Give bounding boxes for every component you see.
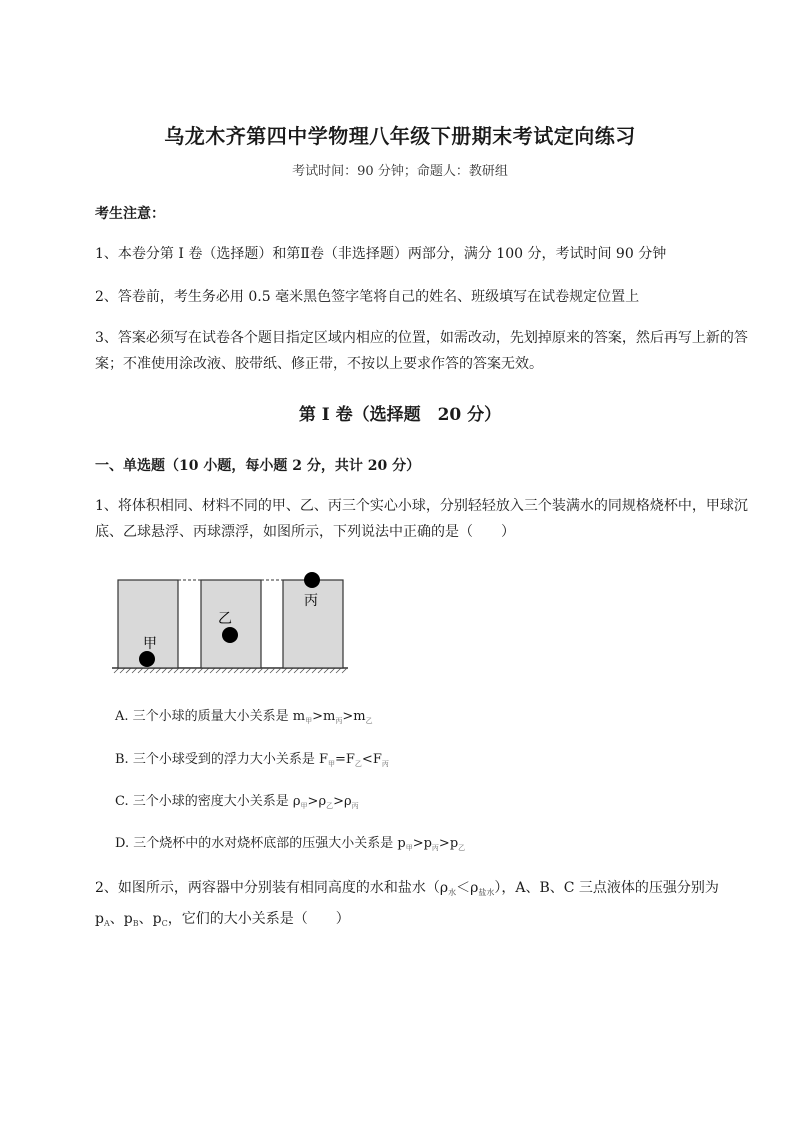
- subscript: A: [103, 919, 110, 928]
- subscript: 甲: [327, 760, 335, 768]
- page-subtitle: 考试时间：90 分钟；命题人：教研组: [292, 164, 508, 179]
- symbol: p: [397, 836, 406, 851]
- symbol: p: [449, 836, 459, 851]
- option-a-text: A. 三个小球的质量大小关系是: [115, 709, 293, 724]
- note-item: 3、答案必须写在试卷各个题目指定区域内相应的位置，如需改动，先划掉原来的答案，然后再写上新的答案；不准使用涂改液、胶带纸、修正带，不按以上要求作答的答案无效。: [95, 330, 748, 372]
- symbol: ρ: [344, 794, 352, 809]
- ball-bing: [304, 572, 320, 588]
- relation: >: [412, 836, 424, 851]
- relation: <: [361, 752, 373, 767]
- subscript: 甲: [405, 844, 413, 852]
- symbol: m: [323, 709, 336, 724]
- relation: >: [307, 794, 319, 809]
- symbol: p: [152, 911, 162, 927]
- ball-jia: [139, 651, 155, 667]
- option-b[interactable]: [115, 749, 389, 775]
- symbol: ρ: [292, 794, 301, 809]
- symbol: F: [372, 752, 382, 767]
- relation: =: [334, 752, 346, 767]
- symbol: ρ: [318, 794, 327, 809]
- label-bing: 丙: [304, 593, 318, 609]
- relation: >: [312, 709, 324, 724]
- part-heading: 一、单选题（10 小题，每小题 2 分，共计 20 分）: [95, 458, 421, 474]
- option-d-text: D. 三个烧杯中的水对烧杯底部的压强大小关系是: [115, 836, 398, 851]
- symbol: F: [318, 752, 328, 767]
- q2-text: 、: [109, 911, 124, 927]
- beakers-figure: [110, 570, 350, 680]
- section-title: 第 I 卷（选择题 20 分）: [298, 405, 502, 425]
- symbol: F: [345, 752, 355, 767]
- option-d[interactable]: [115, 833, 465, 859]
- option-c-text: C. 三个小球的密度大小关系是: [115, 794, 293, 809]
- q2-text: ），A、B、C 三点液体的压强分别为: [494, 880, 719, 896]
- subscript: 水: [448, 888, 457, 897]
- subscript: 甲: [300, 802, 308, 810]
- symbol: p: [123, 911, 133, 927]
- label-yi: 乙: [218, 611, 232, 627]
- q2-text: 2、如图所示，两容器中分别装有相同高度的水和盐水（ρ: [95, 880, 449, 896]
- subscript: 乙: [458, 844, 466, 852]
- page-title: 乌龙木齐第四中学物理八年级下册期末考试定向练习: [164, 124, 636, 148]
- subscript: 丙: [381, 760, 389, 768]
- symbol: p: [423, 836, 432, 851]
- subscript: 丙: [351, 802, 359, 810]
- question-2-stem: [95, 875, 750, 937]
- subscript: 甲: [305, 717, 313, 725]
- note-item: 1、本卷分第 I 卷（选择题）和第Ⅱ卷（非选择题）两部分，满分 100 分，考试时间 90 分钟: [95, 246, 667, 262]
- subscript: C: [161, 919, 168, 928]
- option-c[interactable]: [115, 791, 359, 817]
- q2-text: ，它们的大小关系是（ ）: [167, 911, 350, 927]
- symbol: m: [292, 709, 306, 724]
- relation: >: [342, 709, 354, 724]
- subscript: 丙: [335, 717, 343, 725]
- relation: >: [333, 794, 345, 809]
- subscript: 乙: [326, 802, 334, 810]
- symbol: m: [353, 709, 366, 724]
- subscript: 乙: [365, 717, 373, 725]
- option-a[interactable]: [115, 706, 373, 732]
- ball-yi: [222, 627, 238, 643]
- question-1-stem: 1、将体积相同、材料不同的甲、乙、丙三个实心小球，分别轻轻放入三个装满水的同规格烧杯中，甲球沉底、乙球悬浮、丙球漂浮，如图所示，下列说法中正确的是（ ）: [95, 498, 748, 540]
- note-item: 2、答卷前，考生务必用 0.5 毫米黑色签字笔将自己的姓名、班级填写在试卷规定位置上: [95, 289, 640, 305]
- option-b-text: B. 三个小球受到的浮力大小关系是: [115, 752, 319, 767]
- relation: >: [438, 836, 450, 851]
- subscript: 盐水: [478, 888, 495, 897]
- q2-text: ＜ρ: [456, 880, 479, 896]
- subscript: B: [132, 919, 139, 928]
- notes-heading: 考生注意：: [95, 206, 165, 222]
- subscript: 丙: [431, 844, 439, 852]
- q2-text: 、: [138, 911, 153, 927]
- label-jia: 甲: [143, 636, 157, 652]
- subscript: 乙: [354, 760, 362, 768]
- symbol: p: [95, 911, 104, 927]
